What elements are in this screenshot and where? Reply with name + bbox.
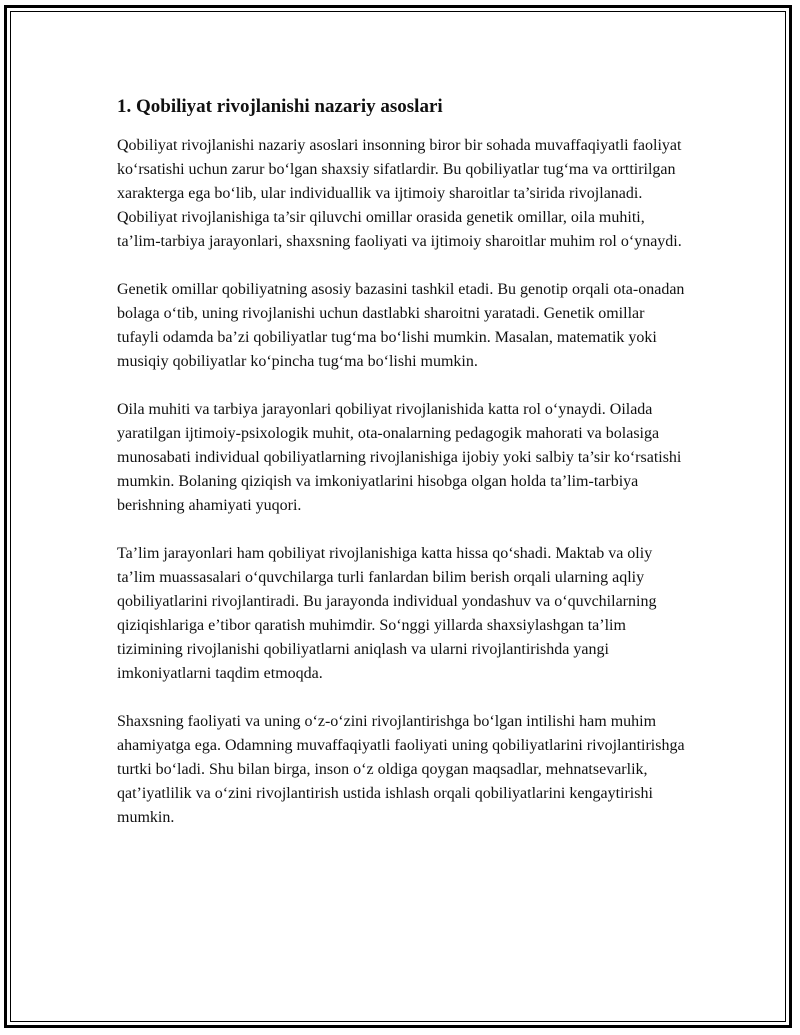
paragraph-genetic-factors: Genetik omillar qobiliyatning asosiy bazasini tashkil etadi. Bu genotip orqali ota-onadan bolaga o‘tib, uning rivojlanishi uchun dastlabki sharoitni yaratadi. Genetik omillar tufayli odamda ba’zi qobiliyatlar tug‘ma bo‘lishi mumkin. Masalan, matematik yoki musiqiy qobiliyatlar ko‘pincha tug‘ma bo‘lishi mumkin. <box>117 281 685 370</box>
paragraph-self-development: Shaxsning faoliyati va uning o‘z-o‘zini rivojlantirishga bo‘lgan intilishi ham muhim ahamiyatga ega. Odamning muvaffaqiyatli faoliyati uning qobiliyatlarini rivojlantirishga turtki bo‘ladi. Shu bilan birga, inson o‘z oldiga qoygan maqsadlar, mehnatsevarlik, qat’iyatlilik va o‘zini rivojlantirish ustida ishlash orqali qobiliyatlarini kengaytirishi mumkin. <box>117 713 685 826</box>
document-body <box>117 94 687 854</box>
paragraph-intro: Qobiliyat rivojlanishi nazariy asoslari insonning biror bir sohada muvaffaqiyatli faoliyat ko‘rsatishi uchun zarur bo‘lgan shaxsiy sifatlardir. Bu qobiliyatlar tug‘ma va orttirilgan xarakterga ega bo‘lib, ular individuallik va ijtimoiy sharoitlar ta’sirida rivojlanadi. Qobiliyat rivojlanishiga ta’sir qiluvchi omillar orasida genetik omillar, oila muhiti, ta’lim-tarbiya jarayonlari, shaxsning faoliyati va ijtimoiy sharoitlar muhim rol o‘ynaydi. <box>117 137 682 250</box>
paragraph-family-environment: Oila muhiti va tarbiya jarayonlari qobiliyat rivojlanishida katta rol o‘ynaydi. Oilada yaratilgan ijtimoiy-psixologik muhit, ota-onalarning pedagogik mahorati va bolasiga munosabati individual qobiliyatlarning rivojlanishiga ijobiy yoki salbiy ta’sir ko‘rsatishi mumkin. Bolaning qiziqish va imkoniyatlarini hisobga olgan holda ta’lim-tarbiya berishning ahamiyati yuqori. <box>117 401 682 514</box>
section-heading: 1. Qobiliyat rivojlanishi nazariy asoslari <box>117 96 443 117</box>
paragraph-education: Ta’lim jarayonlari ham qobiliyat rivojlanishiga katta hissa qo‘shadi. Maktab va oliy ta’lim muassasalari o‘quvchilarga turli fanlardan bilim berish orqali ularning aqliy qobiliyatlarini rivojlantiradi. Bu jarayonda individual yondashuv va o‘quvchilarning qiziqishlariga e’tibor qaratish muhimdir. So‘nggi yillarda shaxsiylashgan ta’lim tizimining rivojlanishi qobiliyatlarni aniqlash va ularni rivojlantirishda yangi imkoniyatlarni taqdim etmoqda. <box>117 545 657 682</box>
